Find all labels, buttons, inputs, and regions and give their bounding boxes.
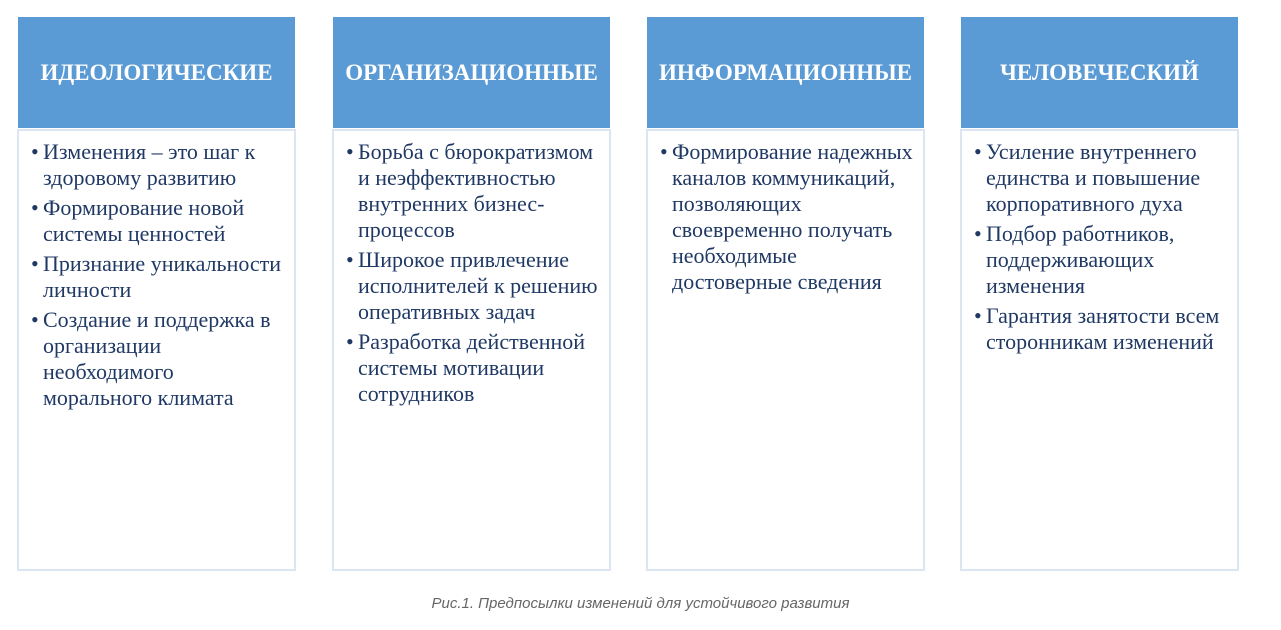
column-header-organizational <box>332 16 611 129</box>
column-organizational <box>332 16 611 571</box>
column-header-ideological <box>17 16 296 129</box>
column-body-organizational <box>332 129 611 571</box>
bullet-icon: • <box>660 139 668 164</box>
column-title: ОРГАНИЗАЦИОННЫЕ <box>345 60 598 85</box>
column-title: ИДЕОЛОГИЧЕСКИЕ <box>40 60 273 85</box>
bullet-list <box>346 139 599 407</box>
bullet-icon: • <box>31 139 39 164</box>
bullet-list <box>660 139 913 295</box>
column-body-human <box>960 129 1239 571</box>
column-header-informational <box>646 16 925 129</box>
column-title: ИНФОРМАЦИОННЫЕ <box>659 60 913 85</box>
figure-caption: Рис.1. Предпосылки изменений для устойчивого развития <box>431 595 850 612</box>
column-human <box>960 16 1239 571</box>
bullet-list <box>974 139 1227 355</box>
list-item: • Широкое привлечение исполнителей к решению оперативных задач <box>346 247 598 324</box>
column-title: ЧЕЛОВЕЧЕСКИЙ <box>1000 60 1199 85</box>
list-item: • Создание и поддержка в организации необходимого морального климата <box>31 307 271 410</box>
list-item: • Борьба с бюрократизмом и неэффективностью внутренних бизнес-процессов <box>346 139 594 242</box>
column-informational <box>646 16 925 571</box>
bullet-icon: • <box>974 303 982 328</box>
list-item: • Гарантия занятости всем сторонникам изменений <box>974 303 1220 354</box>
list-item: • Изменения – это шаг к здоровому развитию <box>31 139 256 190</box>
column-ideological <box>17 16 296 571</box>
column-header-human <box>960 16 1239 129</box>
list-item: • Формирование надежных каналов коммуникаций, позволяющих своевременно получать необходимые достоверные сведения <box>660 139 913 294</box>
bullet-icon: • <box>31 251 39 276</box>
bullet-list <box>31 139 284 411</box>
list-item: • Формирование новой системы ценностей <box>31 195 245 246</box>
list-item: • Усиление внутреннего единства и повышение корпоративного духа <box>974 139 1201 216</box>
bullet-icon: • <box>31 195 39 220</box>
column-body-ideological <box>17 129 296 571</box>
list-item: • Подбор работников, поддерживающих изменения <box>974 221 1175 298</box>
list-item: • Разработка действенной системы мотивации сотрудников <box>346 329 586 406</box>
bullet-icon: • <box>346 139 354 164</box>
bullet-icon: • <box>974 221 982 246</box>
bullet-icon: • <box>346 247 354 272</box>
bullet-icon: • <box>31 307 39 332</box>
bullet-icon: • <box>346 329 354 354</box>
list-item: • Признание уникальности личности <box>31 251 282 302</box>
column-body-informational <box>646 129 925 571</box>
bullet-icon: • <box>974 139 982 164</box>
